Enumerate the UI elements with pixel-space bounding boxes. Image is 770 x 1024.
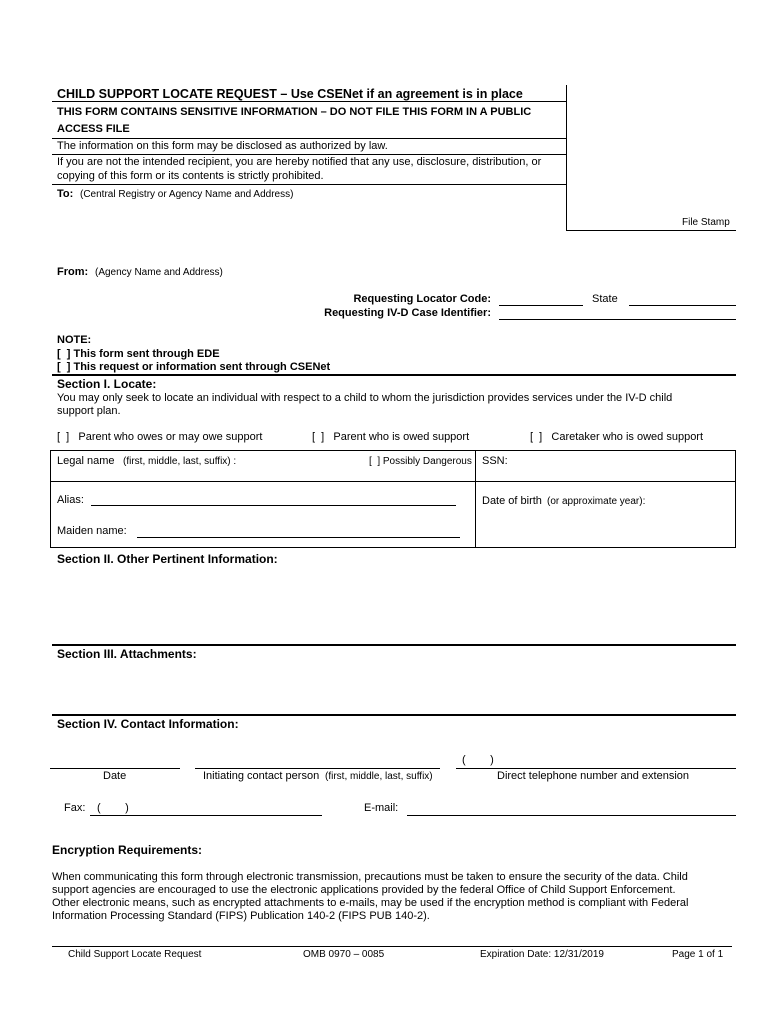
locator-code-label: Requesting Locator Code: bbox=[353, 293, 491, 305]
to-hint: (Central Registry or Agency Name and Address) bbox=[80, 189, 294, 200]
legal-name-hint: (first, middle, last, suffix) : bbox=[123, 456, 237, 467]
file-stamp-label: File Stamp bbox=[682, 217, 730, 228]
divider bbox=[52, 138, 566, 139]
divider bbox=[52, 154, 566, 155]
phone-label: Direct telephone number and extension bbox=[497, 770, 690, 782]
disclosure-text: The information on this form may be disclosed as authorized by law. bbox=[57, 140, 388, 152]
contact-person-field[interactable] bbox=[195, 768, 440, 769]
alias-field[interactable] bbox=[91, 505, 456, 506]
footer-form-name: Child Support Locate Request bbox=[68, 949, 202, 960]
dob-hint: (or approximate year): bbox=[547, 496, 646, 507]
encryption-line2: support agencies are encouraged to use the electronic applications provided by the federal Office of Child Support Enforcement. bbox=[52, 884, 676, 896]
recipient-notice-line1: If you are not the intended recipient, you are hereby notified that any use, disclosure, distribution, or bbox=[57, 156, 542, 168]
fax-field[interactable] bbox=[90, 815, 322, 816]
header-box-right-border bbox=[566, 85, 567, 231]
ssn-field[interactable] bbox=[510, 452, 730, 470]
footer-omb: OMB 0970 – 0085 bbox=[303, 949, 385, 960]
fax-label: Fax: bbox=[64, 802, 86, 814]
contact-person-label: Initiating contact person bbox=[203, 770, 320, 782]
fax-parens: ( ) bbox=[97, 802, 129, 814]
encryption-line3: Other electronic means, such as encrypted attachments to e-mails, may be used if the encryption method is compliant with Federal bbox=[52, 897, 689, 909]
email-field[interactable] bbox=[407, 815, 736, 816]
sensitive-notice-line2: ACCESS FILE bbox=[57, 123, 130, 135]
csenet-checkbox[interactable]: [ ] This request or information sent through CSENet bbox=[57, 361, 331, 373]
note-divider bbox=[52, 374, 736, 376]
attachments-field[interactable] bbox=[57, 665, 732, 710]
ede-checkbox[interactable]: [ ] This form sent through EDE bbox=[57, 348, 220, 360]
caretaker-owed-checkbox[interactable]: [ ] Caretaker who is owed support bbox=[530, 431, 704, 443]
section1-desc-line2: support plan. bbox=[57, 405, 121, 417]
note-title: NOTE: bbox=[57, 334, 92, 346]
legal-name-label: Legal name bbox=[57, 455, 115, 467]
section4-title: Section IV. Contact Information: bbox=[57, 717, 239, 731]
case-identifier-field[interactable] bbox=[499, 319, 736, 320]
dob-label: Date of birth bbox=[482, 495, 542, 507]
form-title: CHILD SUPPORT LOCATE REQUEST – Use CSENet if an agreement is in place bbox=[57, 87, 523, 101]
date-field[interactable] bbox=[50, 768, 180, 769]
divider bbox=[52, 184, 566, 185]
phone-field[interactable] bbox=[456, 768, 736, 769]
section2-divider bbox=[52, 644, 736, 646]
encryption-line1: When communicating this form through electronic transmission, precautions must be taken to ensure the security of the data. Child bbox=[52, 871, 688, 883]
footer-page: Page 1 of 1 bbox=[672, 949, 724, 960]
date-label: Date bbox=[103, 770, 127, 782]
alias-label: Alias: bbox=[57, 494, 84, 506]
maiden-name-label: Maiden name: bbox=[57, 525, 127, 537]
locator-code-field[interactable] bbox=[499, 305, 583, 306]
from-hint: (Agency Name and Address) bbox=[95, 267, 223, 278]
section3-divider bbox=[52, 714, 736, 716]
email-label: E-mail: bbox=[364, 802, 399, 814]
recipient-notice-line2: copying of this form or its contents is strictly prohibited. bbox=[57, 170, 324, 182]
state-field[interactable] bbox=[629, 305, 736, 306]
from-address-field[interactable] bbox=[95, 282, 345, 327]
ssn-label: SSN: bbox=[482, 455, 508, 467]
footer-expiration: Expiration Date: 12/31/2019 bbox=[480, 949, 604, 960]
maiden-name-field[interactable] bbox=[137, 537, 460, 538]
from-label: From: bbox=[57, 266, 89, 278]
parent-owes-checkbox[interactable]: [ ] Parent who owes or may owe support bbox=[57, 431, 263, 443]
contact-person-hint: (first, middle, last, suffix) bbox=[325, 771, 433, 782]
case-identifier-label: Requesting IV-D Case Identifier: bbox=[324, 307, 491, 319]
identity-row-divider bbox=[50, 481, 736, 482]
to-label: To: bbox=[57, 188, 74, 200]
state-label: State bbox=[592, 293, 618, 305]
other-info-field[interactable] bbox=[57, 570, 732, 640]
possibly-dangerous-checkbox[interactable]: [ ] Possibly Dangerous bbox=[369, 456, 472, 467]
footer-rule bbox=[52, 946, 732, 947]
sensitive-notice-line1: THIS FORM CONTAINS SENSITIVE INFORMATION – DO NOT FILE THIS FORM IN A PUBLIC bbox=[57, 106, 532, 118]
parent-owed-checkbox[interactable]: [ ] Parent who is owed support bbox=[312, 431, 470, 443]
section1-title: Section I. Locate: bbox=[57, 377, 157, 391]
encryption-title: Encryption Requirements: bbox=[52, 843, 203, 857]
to-address-field[interactable] bbox=[80, 204, 550, 252]
section2-title: Section II. Other Pertinent Information: bbox=[57, 552, 278, 566]
section3-title: Section III. Attachments: bbox=[57, 647, 197, 661]
identity-box-divider bbox=[475, 450, 476, 548]
encryption-line4: Information Processing Standard (FIPS) Publication 140-2 (FIPS PUB 140-2). bbox=[52, 910, 430, 922]
dob-field[interactable] bbox=[482, 510, 722, 540]
phone-parens: ( ) bbox=[462, 754, 494, 766]
section1-desc-line1: You may only seek to locate an individual with respect to a child to whom the jurisdiction provides services under the IV-D child bbox=[57, 392, 673, 404]
file-stamp-line bbox=[566, 230, 736, 231]
title-underline bbox=[52, 101, 566, 102]
